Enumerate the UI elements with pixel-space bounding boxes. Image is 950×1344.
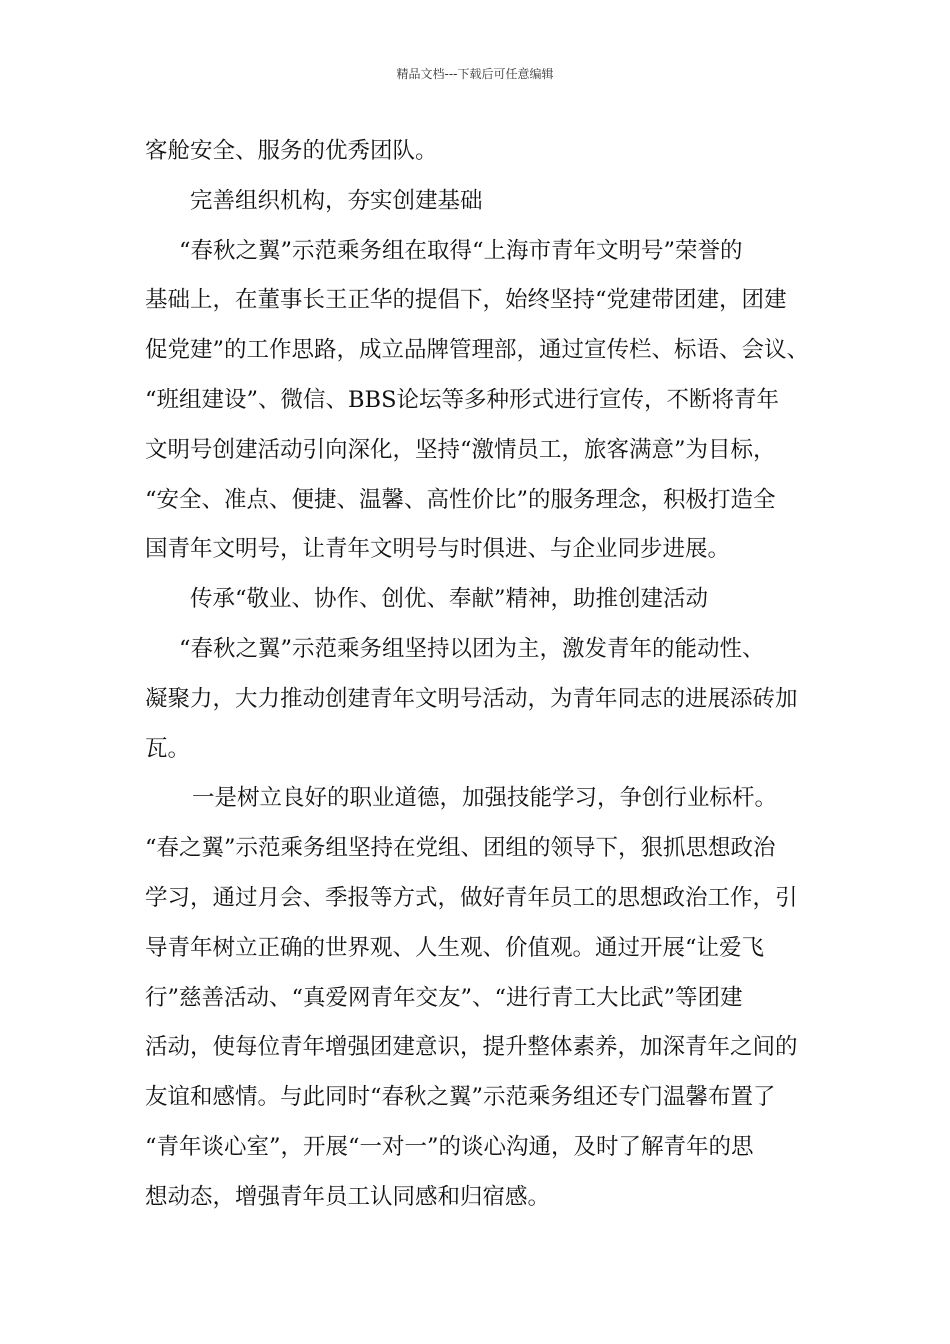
text-line: 文明号创建活动引向深化，坚持“激情员工，旅客满意”为目标， (145, 436, 776, 463)
text-line: “春之翼”示范乘务组坚持在党组、团组的领导下，狠抓思想政治 (145, 835, 776, 862)
text-line: “春秋之翼”示范乘务组坚持以团为主，激发青年的能动性、 (179, 635, 765, 662)
text-line: 一是树立良好的职业道德，加强技能学习，争创行业标杆。 (192, 785, 778, 812)
section-heading: 完善组织机构，夯实创建基础 (190, 187, 483, 214)
text-line: 客舱安全、服务的优秀团队。 (145, 138, 438, 164)
text-line: 想动态，增强青年员工认同感和归宿感。 (145, 1183, 551, 1210)
document-body (145, 127, 810, 1223)
text-line: 促党建”的工作思路，成立品牌管理部，通过宣传栏、标语、会议、 (145, 337, 810, 364)
text-line: 导青年树立正确的世界观、人生观、价值观。通过开展“让爱飞 (145, 934, 765, 961)
page-header: 精品文档---下载后可任意编辑 (396, 67, 554, 81)
text-line: 活动，使每位青年增强团建意识，提升整体素养，加深青年之间的 (145, 1034, 798, 1061)
text-line: 凝聚力，大力推动创建青年文明号活动，为青年同志的进展添砖加 (145, 685, 798, 712)
text-line: “春秋之翼”示范乘务组在取得“上海市青年文明号”荣誉的 (179, 237, 743, 264)
text-line: “班组建设”、微信、BBS论坛等多种形式进行宣传，不断将青年 (145, 386, 779, 413)
text-line: 学习，通过月会、季报等方式，做好青年员工的思想政治工作，引 (145, 884, 798, 911)
text-line: 基础上，在董事长王正华的提倡下，始终坚持“党建带团建，团建 (145, 287, 787, 314)
text-line: 国青年文明号，让青年文明号与时俱进、与企业同步进展。 (145, 536, 731, 563)
text-line: 瓦。 (145, 735, 191, 762)
text-line: 友谊和感情。与此同时“春秋之翼”示范乘务组还专门温馨布置了 (145, 1084, 776, 1111)
text-line: “青年谈心室”，开展“一对一”的谈心沟通，及时了解青年的思 (145, 1133, 754, 1160)
text-line: 行”慈善活动、“真爱网青年交友”、“进行青工大比武”等团建 (145, 984, 743, 1011)
section-heading: 传承“敬业、协作、创优、奉献”精神，助推创建活动 (190, 586, 709, 613)
text-line: “安全、准点、便捷、温馨、高性价比”的服务理念，积极打造全 (145, 486, 776, 513)
